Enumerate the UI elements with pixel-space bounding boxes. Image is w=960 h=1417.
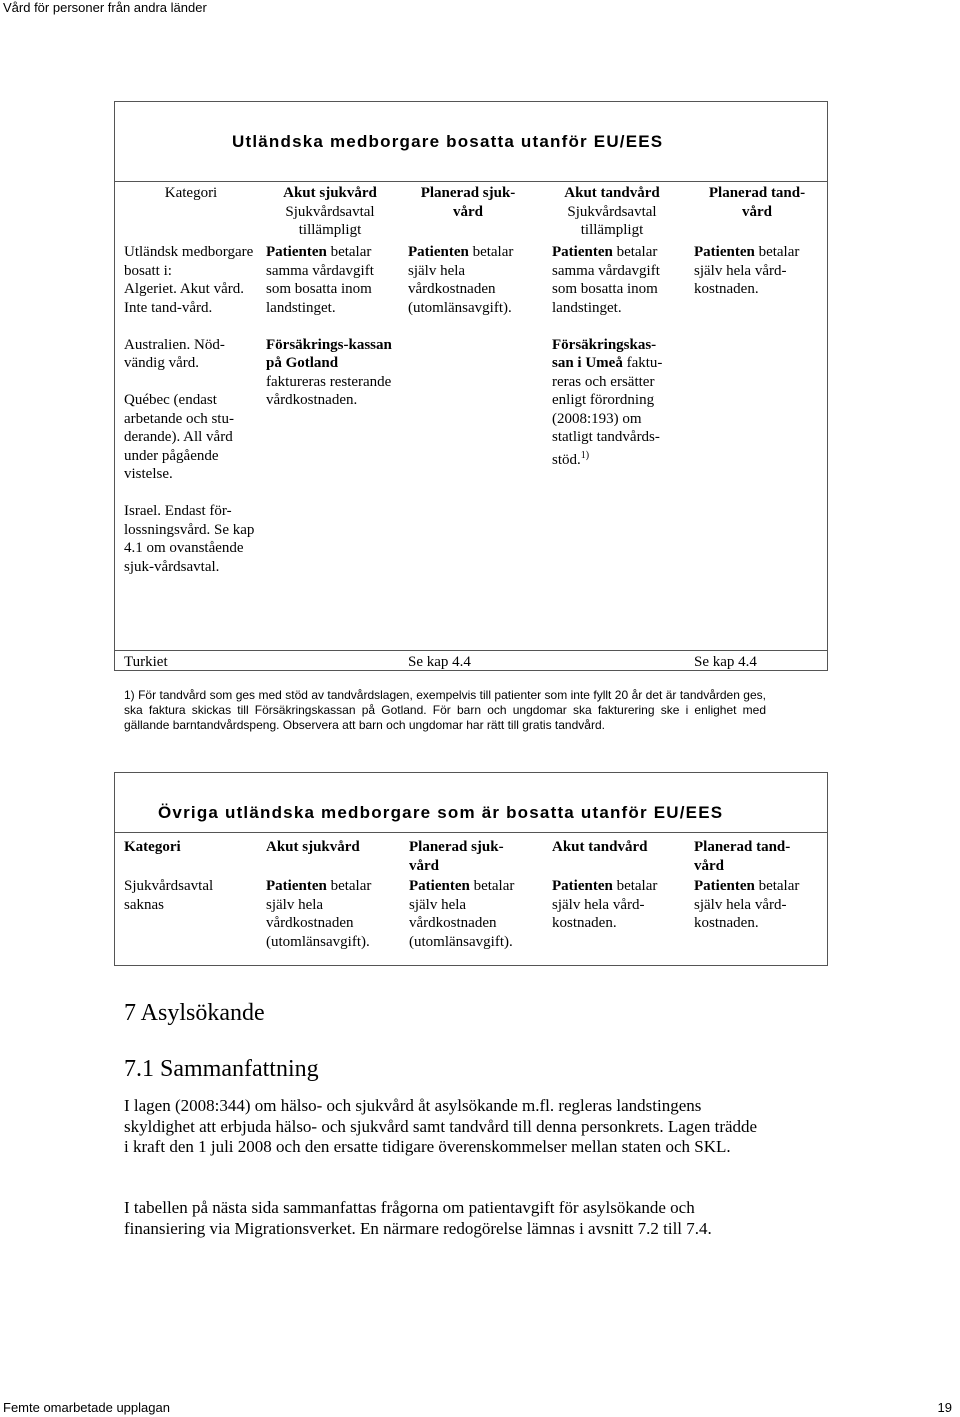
kategori-cell: [124, 243, 258, 576]
heading-7-1-sammanfattning: 7.1 Sammanfattning: [124, 1056, 319, 1082]
t2-akut-sjukvard-bold: Patienten: [266, 878, 327, 894]
t2-planerad-tandvard-bold: Patienten: [694, 878, 755, 894]
akut-tandvard-bold-2: Försäkringskas-san i Umeå: [552, 336, 657, 371]
header-akut-sjukvard-sub: Sjukvårdsavtal tillämpligt: [285, 203, 375, 238]
header-akut-sjukvard-title: Akut sjukvård: [283, 185, 377, 201]
kategori-israel: Israel. Endast för-lossningsvård. Se kap 4.1 om ovanstående sjuk-vårdsavtal.: [124, 503, 255, 575]
akut-sjukvard-text-2: faktureras resterande vårdkostnaden.: [266, 373, 392, 408]
page-number: 19: [937, 1400, 952, 1415]
t2-akut-tandvard: [552, 877, 676, 933]
footer-edition: Femte omarbetade upplagan: [3, 1400, 170, 1415]
table-1-title: Utländska medborgare bosatta utanför EU/EES: [232, 132, 664, 151]
turkiet-planerad-sjukvard: Se kap 4.4: [408, 654, 471, 670]
header-akut-tandvard: [550, 184, 674, 240]
header-kategori: Kategori: [164, 185, 218, 201]
heading-7-asylsokande: 7 Asylsökande: [124, 1000, 265, 1026]
t2-planerad-sjukvard: [409, 877, 535, 951]
akut-sjukvard-bold-2: Försäkrings-kassan på Gotland: [266, 336, 392, 371]
table-1-row-divider: [114, 650, 828, 651]
planerad-tandvard-bold: Patienten: [694, 244, 755, 260]
paragraph-2: I tabellen på nästa sida sammanfattas frågorna om patientavgift för asylsökande och finansiering via Migrationsverket. En närmare redogörelse lämnas i avsnitt 7.2 till 7.4.: [124, 1198, 712, 1238]
header-akut-sjukvard: [266, 184, 394, 240]
akut-tandvard-bold-1: Patienten: [552, 244, 613, 260]
t2-planerad-sjukvard-text: betalar själv hela vårdkostnaden (utomlänsavgift).: [409, 878, 515, 950]
turkiet-planerad-tandvard: Se kap 4.4: [694, 654, 757, 670]
turkiet-label: Turkiet: [124, 654, 168, 670]
akut-sjukvard-cell: [266, 243, 394, 410]
akut-sjukvard-text-1: betalar samma vårdavgift som bosatta inom landstinget.: [266, 244, 374, 316]
header-akut-tandvard-sub: Sjukvårdsavtal tillämpligt: [567, 203, 657, 238]
t2-kategori: Sjukvårdsavtal saknas: [124, 878, 214, 913]
t2-akut-sjukvard: [266, 877, 392, 951]
kategori-algeriet: Algeriet. Akut vård. Inte tand-vård.: [124, 281, 244, 316]
table-1-title-divider: [114, 181, 828, 182]
akut-tandvard-text-1: betalar samma vårdavgift som bosatta inom landstinget.: [552, 244, 660, 316]
t2-planerad-tandvard: [694, 877, 818, 933]
planerad-sjukvard-text: betalar själv hela vårdkostnaden (utomlänsavgift).: [408, 244, 514, 316]
kategori-intro: Utländsk medborgare bosatt i:: [124, 244, 254, 279]
t2-header-planerad-tandvard: Planerad tand-vård: [694, 839, 791, 874]
paragraph-1: I lagen (2008:344) om hälso- och sjukvård åt asylsökande m.fl. regleras landstingens skyldighet att erbjuda hälso- och sjukvård samt tandvård till denna personkrets. Lagen trädde i kraft den 1 juli 2008 och den ersatte tidigare överenskommelser mellan staten och SKL.: [124, 1096, 758, 1156]
t2-akut-tandvard-bold: Patienten: [552, 878, 613, 894]
akut-sjukvard-bold-1: Patienten: [266, 244, 327, 260]
kategori-quebec: Québec (endast arbetande och stu-derande). All vård under pågående vistelse.: [124, 392, 234, 482]
planerad-tandvard-cell: [694, 243, 818, 299]
akut-tandvard-text-2: faktu-reras och ersätter enligt förordning (2008:193) om statligt tandvårds-stöd.: [552, 355, 663, 468]
header-planerad-tandvard: Planerad tand-vård: [708, 185, 806, 220]
t2-header-planerad-sjukvard: Planerad sjuk-vård: [409, 839, 504, 874]
header-planerad-sjukvard: Planerad sjuk-vård: [420, 185, 516, 220]
kategori-australien: Australien. Nöd-vändig vård.: [124, 336, 225, 371]
footnote-mark: 1): [580, 449, 590, 461]
t2-planerad-sjukvard-bold: Patienten: [409, 878, 470, 894]
t2-header-akut-sjukvard: Akut sjukvård: [266, 839, 360, 855]
t2-header-akut-tandvard: Akut tandvård: [552, 839, 648, 855]
table-2-title: Övriga utländska medborgare som är bosatta utanför EU/EES: [158, 803, 724, 822]
planerad-sjukvard-bold: Patienten: [408, 244, 469, 260]
planerad-sjukvard-cell: [408, 243, 532, 317]
table-2-title-divider: [114, 832, 828, 833]
t2-akut-sjukvard-text: betalar själv hela vårdkostnaden (utomlänsavgift).: [266, 878, 372, 950]
akut-tandvard-cell: [552, 243, 676, 469]
footnote: 1) För tandvård som ges med stöd av tandvårdslagen, exempelvis till patienter som inte fyllt 20 år det är tandvården ges, ska faktura skickas till Försäkringskassan på Gotland. För barn och ungdomar ska fakturering ske i enlighet med gällande barntandvårdspeng. Observera att barn och ungdomar har rätt till gratis tandvård.: [124, 688, 766, 732]
planerad-tandvard-text: betalar själv hela vård-kostnaden.: [694, 244, 800, 297]
running-head: Vård för personer från andra länder: [3, 0, 207, 15]
t2-header-kategori: Kategori: [124, 839, 181, 855]
header-akut-tandvard-title: Akut tandvård: [564, 185, 660, 201]
t2-planerad-tandvard-text: betalar själv hela vård-kostnaden.: [694, 878, 800, 931]
t2-akut-tandvard-text: betalar själv hela vård-kostnaden.: [552, 878, 658, 931]
